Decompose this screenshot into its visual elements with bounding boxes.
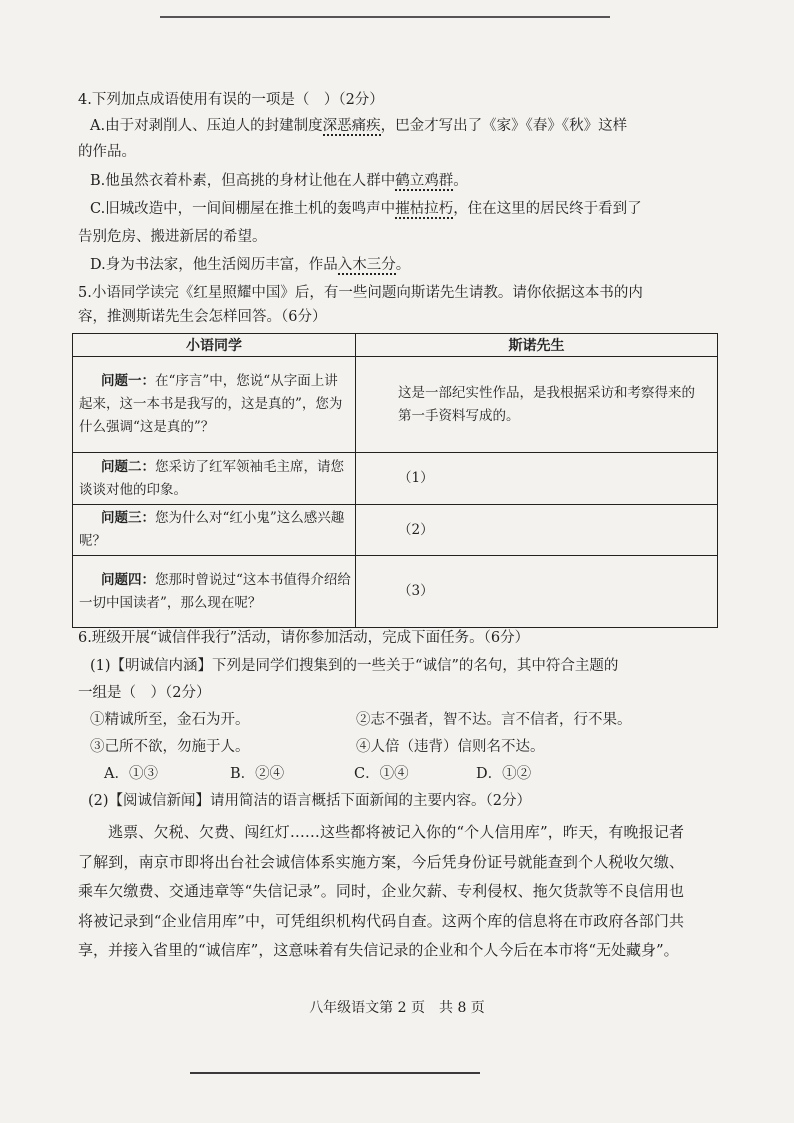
- q4-c-text2: ，住在这里的居民终于看到了: [453, 201, 642, 217]
- q4-d-text: D.身为书法家，他生活阅历丰富，作品: [90, 257, 338, 273]
- question-label: 问题四：: [101, 571, 155, 588]
- question-label: 问题一：: [101, 373, 155, 389]
- q5-answer-4[interactable]: （3）: [356, 556, 718, 628]
- question-text: 您采访了红军领袖毛主席，请您谈谈对他的印象。: [79, 458, 344, 498]
- q5-question-2: [73, 453, 356, 505]
- q5-stem-line2: 容，推测斯诺先生会怎样回答。（6分）: [78, 309, 327, 325]
- table-row: [73, 505, 718, 556]
- scan-edge-bottom: [190, 1072, 480, 1074]
- q5-header-student: 小语同学: [73, 334, 356, 357]
- q5-answer-3[interactable]: （2）: [356, 505, 718, 556]
- scan-edge-top: [160, 16, 610, 18]
- table-row: [73, 556, 718, 628]
- q6-sub1-line1: (1)【明诚信内涵】下列是同学们搜集到的一些关于“诚信”的名句，其中符合主题的: [90, 658, 619, 674]
- question-text: 您那时曾说过“这本书值得介绍给一切中国读者”，那么现在呢？: [79, 571, 351, 611]
- q4-d-idiom: 入木三分: [337, 257, 396, 273]
- q6-news-paragraph: 逃票、欠税、欠费、闯红灯……这些都将被记入你的“个人信用库”，昨天，有晚报记者了解到，南京市即将出台社会诚信体系实施方案，今后凭身份证号就能查到个人税收欠缴、乘车欠缴费、交通违章等“失信记录”。同时，企业欠薪、专利侵权、拖欠货款等不良信用也将被记录到“企业信用库”中，可凭组织机构代码自查。这两个库的信息将在市政府各部门共享，并接入省里的“诚信库”，这意味着有失信记录的企业和个人今后在本市将“无处藏身”。: [78, 823, 684, 959]
- q4-option-b: [90, 171, 468, 191]
- q6-sub2: (2)【阅诚信新闻】请用简洁的语言概括下面新闻的主要内容。（2分）: [88, 793, 532, 809]
- question-label: 问题三：: [101, 510, 155, 526]
- table-row: [73, 453, 718, 505]
- q4-option-c: [90, 199, 642, 219]
- q4-b-text: B.他虽然衣着朴素，但高挑的身材让他在人群中: [90, 173, 396, 189]
- q6-option-b[interactable]: B．②④: [230, 766, 285, 782]
- question-label: 问题二：: [101, 458, 155, 475]
- q5-table: [72, 333, 718, 628]
- q4-stem: 4.下列加点成语使用有误的一项是（ ）（2分）: [78, 92, 384, 108]
- q6-quote-1: ①精诚所至，金石为开。: [90, 712, 250, 728]
- q4-option-d: [90, 255, 410, 275]
- q6-option-a[interactable]: A．①③: [104, 766, 158, 782]
- q4-d-text2: 。: [395, 257, 411, 273]
- q6-quote-2: ②志不强者，智不达。言不信者，行不果。: [356, 712, 632, 728]
- q6-option-c[interactable]: C．①④: [354, 766, 409, 782]
- q4-b-text2: 。: [453, 173, 468, 189]
- question-text: 在“序言”中，您说“从字面上讲起来，这一本书是我写的，这是真的”，您为什么强调“这是真的”？: [79, 373, 343, 435]
- page-footer: 八年级语文第 2 页 共 8 页: [309, 1000, 485, 1016]
- q5-question-3: [73, 505, 356, 556]
- q4-option-a-cont: 的作品。: [78, 144, 136, 160]
- table-row: [73, 357, 718, 453]
- q6-option-d[interactable]: D．①②: [476, 766, 532, 782]
- q6-quote-4: ④人倍（违背）信则名不达。: [356, 739, 545, 755]
- q4-b-idiom: 鹤立鸡群: [395, 173, 454, 189]
- q4-a-idiom: 深恶痛疾: [322, 118, 381, 134]
- q5-table-header: [73, 334, 718, 357]
- q5-question-1: [73, 357, 356, 453]
- q6-sub1-line2: 一组是（ ）（2分）: [78, 685, 211, 701]
- q4-c-idiom: 摧枯拉朽: [395, 201, 454, 217]
- q5-header-snow: 斯诺先生: [356, 334, 718, 357]
- q6-stem: 6.班级开展“诚信伴我行”活动，请你参加活动，完成下面任务。（6分）: [78, 630, 530, 646]
- q4-option-c-cont: 告别危房、搬进新居的希望。: [78, 229, 267, 245]
- q4-a-text: A.由于对剥削人、压迫人的封建制度: [90, 118, 323, 134]
- q5-stem-line1: 5.小语同学读完《红星照耀中国》后，有一些问题向斯诺先生请教。请你依据这本书的内: [78, 285, 643, 301]
- q6-quote-3: ③己所不欲，勿施于人。: [90, 739, 250, 755]
- q5-answer-1: 这是一部纪实性作品，是我根据采访和考察得来的第一手资料写成的。: [356, 357, 718, 453]
- q4-a-text2: ，巴金才写出了《家》《春》《秋》这样: [380, 118, 628, 134]
- q4-c-text: C.旧城改造中，一间间棚屋在推土机的轰鸣声中: [90, 201, 396, 217]
- question-text: 您为什么对“红小鬼”这么感兴趣呢？: [79, 510, 345, 549]
- q5-question-4: [73, 556, 356, 628]
- q5-answer-2[interactable]: （1）: [356, 453, 718, 505]
- q4-option-a: [90, 116, 627, 136]
